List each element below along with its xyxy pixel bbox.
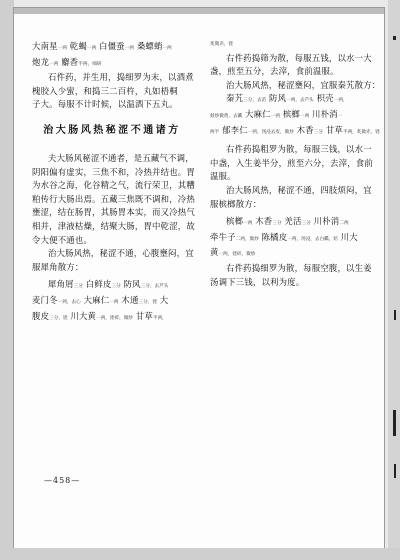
- text-line: 大南星一两 乾蝎一两 白僵蚕一两 桑螵蛸一两: [32, 41, 172, 51]
- page-number: —458—: [44, 476, 81, 485]
- text-line: 壅涩，结在肠胃，其肠胃本实，而又冷热气: [32, 207, 195, 218]
- text-line: 阴阳偏有虚实，三焦不和，冷热并结也。胃: [32, 166, 195, 177]
- text-line: 汤调下三钱，以利为度。: [210, 276, 305, 287]
- ingredient-line: 两半 郁李仁一两，汤浸去皮，微炒 木香三分 甘草半两，炙微赤，锉: [210, 124, 380, 135]
- document-page: [14, 8, 384, 548]
- ingredient-line: 犀角屑三分 白鲜皮三分 防风三分，去芦头: [48, 279, 169, 290]
- text-line: 粕传行大肠出焉。五藏三焦既不调和，冷热: [32, 193, 195, 204]
- left-text-column: [32, 40, 195, 325]
- continuation-note: 炙微赤，锉: [210, 42, 233, 47]
- text-line: 为水谷之海，化谷精之气，流行荣卫，其糟: [32, 180, 195, 191]
- text-line: 温服。: [210, 171, 236, 182]
- scan-artifact: [393, 36, 396, 40]
- section-heading: 治大肠风热秘涩不通诸方: [43, 124, 181, 136]
- text-line: 炮龙一两 麝香半两，细研: [32, 56, 102, 67]
- ingredient-line: 牵牛子二两，微炒 陈橘皮一两，汤浸，去白瓤，焙 川大: [210, 231, 358, 242]
- viewer-left-gutter: [0, 0, 14, 560]
- text-line: 右件药捣粗罗为散，每服三钱，以水一: [226, 144, 372, 155]
- text-line: 治大肠风热，秘涩不通，心腹壅闷，宜: [48, 248, 194, 259]
- ingredient-line: 麦门冬一两，去心 大麻仁一两 木通三分，锉 大: [32, 294, 169, 305]
- ingredient-line: 黄一两，锉碎，微炒: [210, 247, 256, 258]
- text-line: 槐胶入少蜜，和捣三二百杵，丸如梧桐: [32, 85, 178, 96]
- text-line: 令大便不通也。: [32, 234, 93, 245]
- text-line: 相并，津液枯燥，结聚大肠，胃中乾涩，故: [32, 220, 195, 231]
- text-line: 右件药捣细罗为散，每服空腹，以生姜: [226, 262, 372, 273]
- ingredient-line: 腹皮三分，锉 川大黄一两，锉碎，微炒 甘草半两，: [32, 310, 167, 321]
- text-line: 右件药捣筛为散，每服五钱，以水一大: [226, 52, 372, 63]
- ingredient-line: 秦艽三分，去苗 防风一两，去芦头 枳壳一两，: [226, 93, 348, 104]
- text-line: 服犀角散方：: [32, 261, 84, 272]
- text-line: 子大。每服不计时候，以温酒下五丸。: [32, 99, 178, 110]
- text-line: 中盏，入生姜半分，煎至六分，去滓，食前: [210, 157, 373, 168]
- right-text-column: [210, 38, 381, 289]
- text-line: 治大肠风热，秘涩不通，四肢烦闷，宜: [226, 184, 372, 195]
- ingredient-line: 麸炒微黄，去瓤 大麻仁一两 槟榔一两 川朴消一: [210, 108, 343, 119]
- text-line: 夫大肠风秘涩不通者，是五藏气不调，: [48, 152, 194, 163]
- text-line: 服槟榔散方：: [210, 198, 262, 209]
- text-line: 治大肠风热，秘涩壅闷，宜服秦艽散方：: [226, 79, 381, 90]
- scan-artifact: [393, 410, 396, 436]
- viewer-bottom-bar: [0, 548, 400, 560]
- ingredient-line: 槟榔一两 木香三分 羌活三分 川朴消二两: [226, 216, 349, 227]
- text-line: 盏，煎至五分，去滓，食前温服。: [210, 66, 339, 77]
- scan-artifact: [394, 310, 396, 320]
- scan-artifact: [394, 464, 396, 478]
- text-line: 石件药，并生用，捣细罗为末，以酒煮: [48, 72, 194, 83]
